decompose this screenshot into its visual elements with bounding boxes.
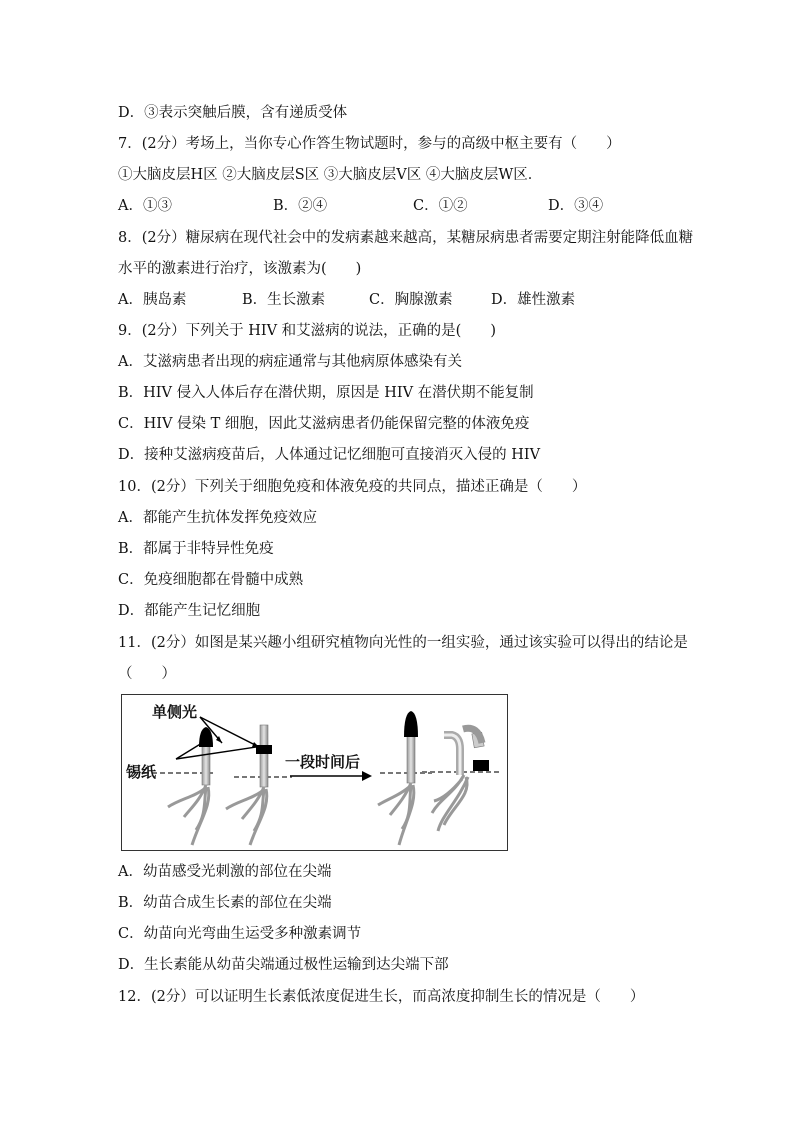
q6-option-d: D．③表示突触后膜，含有递质受体 bbox=[118, 105, 348, 121]
q10-option-d: D．都能产生记忆细胞 bbox=[118, 603, 261, 619]
q8-option-b: B．生长激素 bbox=[242, 292, 326, 308]
question-8-options bbox=[118, 290, 718, 310]
q7-option-b: B．②④ bbox=[273, 198, 328, 214]
unilateral-light-label: 单侧光 bbox=[152, 703, 198, 721]
q8-option-c: C．胸腺激素 bbox=[369, 292, 453, 308]
question-11-line-2: （ ） bbox=[118, 666, 176, 682]
foil-band-after bbox=[473, 760, 489, 771]
question-12: 12．(2分）可以证明生长素低浓度促进生长，而高浓度抑制生长的情况是（ ） bbox=[118, 989, 645, 1005]
phototropism-figure bbox=[121, 694, 508, 851]
q9-option-a: A．艾滋病患者出现的病症通常与其他病原体感染有关 bbox=[118, 354, 462, 370]
question-9: 9．(2分）下列关于 HIV 和艾滋病的说法，正确的是( ) bbox=[118, 323, 496, 339]
q9-option-b: B．HIV 侵入人体后存在潜伏期，原因是 HIV 在潜伏期不能复制 bbox=[118, 385, 534, 401]
question-7-options bbox=[118, 196, 718, 216]
q11-option-d: D．生长素能从幼苗尖端通过极性运输到达尖端下部 bbox=[118, 957, 449, 973]
q8-option-a: A．胰岛素 bbox=[118, 292, 187, 308]
tin-foil-label: 锡纸 bbox=[126, 763, 157, 781]
q7-option-a: A．①③ bbox=[118, 198, 172, 214]
q7-option-c: C．①② bbox=[413, 198, 468, 214]
question-10: 10．(2分）下列关于细胞免疫和体液免疫的共同点，描述正确是（ ） bbox=[118, 479, 587, 495]
seedling-2 bbox=[226, 725, 292, 845]
q7-option-d: D．③④ bbox=[548, 198, 604, 214]
q10-option-a: A．都能产生抗体发挥免疫效应 bbox=[118, 510, 317, 526]
q11-option-b: B．幼苗合成生长素的部位在尖端 bbox=[118, 895, 332, 911]
q10-option-c: C．免疫细胞都在骨髓中成熟 bbox=[118, 572, 304, 588]
q8-option-d: D．雄性激素 bbox=[491, 292, 576, 308]
q11-option-a: A．幼苗感受光刺激的部位在尖端 bbox=[118, 864, 332, 880]
foil-pointer-2 bbox=[176, 747, 256, 759]
q9-option-c: C．HIV 侵染 T 细胞，因此艾滋病患者仍能保留完整的体液免疫 bbox=[118, 416, 530, 432]
q10-option-b: B．都属于非特异性免疫 bbox=[118, 541, 274, 557]
after-time-label: 一段时间后 bbox=[285, 753, 361, 771]
seedling-1 bbox=[144, 727, 214, 845]
question-8-line-1: 8．(2分）糖尿病在现代社会中的发病素越来越高，某糖尿病患者需要定期注射能降低血糖 bbox=[118, 230, 694, 246]
question-7: 7．(2分）考场上，当你专心作答生物试题时，参与的高级中枢主要有（ ） bbox=[118, 136, 621, 152]
foil-cap-after bbox=[404, 711, 418, 737]
q9-option-d: D．接种艾滋病疫苗后，人体通过记忆细胞可直接消灭入侵的 HIV bbox=[118, 447, 541, 463]
question-11-line-1: 11．(2分）如图是某兴趣小组研究植物向光性的一组实验，通过该实验可以得出的结论是 bbox=[118, 635, 688, 651]
seedling-4 bbox=[422, 728, 500, 831]
question-7-items: ①大脑皮层H区 ②大脑皮层S区 ③大脑皮层V区 ④大脑皮层W区． bbox=[118, 167, 543, 183]
seedling-3 bbox=[378, 711, 432, 845]
question-8-line-2: 水平的激素进行治疗，该激素为( ) bbox=[118, 261, 362, 277]
q11-option-c: C．幼苗向光弯曲生运受多种激素调节 bbox=[118, 926, 362, 942]
